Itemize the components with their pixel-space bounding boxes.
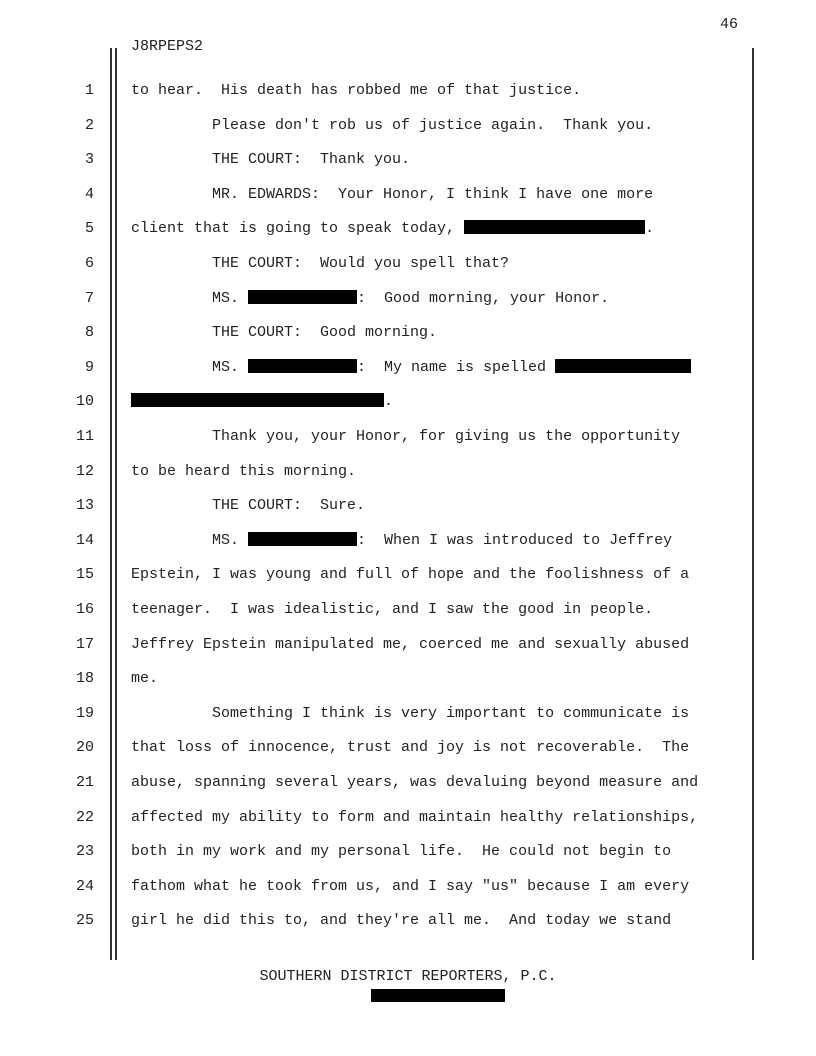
line-text-segment: fathom what he took from us, and I say "us" because I am every — [131, 877, 690, 895]
redaction-block — [248, 532, 357, 546]
line-text-segment: MS. — [131, 531, 249, 549]
line-number: 14 — [75, 531, 94, 549]
line-number: 21 — [75, 774, 94, 791]
transcript-line — [0, 774, 816, 796]
line-number: 15 — [75, 566, 94, 584]
redaction-block — [248, 290, 357, 304]
redaction-block — [131, 393, 384, 407]
line-number: 8 — [84, 324, 94, 342]
case-id: J8RPEPS2 — [131, 38, 204, 55]
line-number: 6 — [84, 255, 94, 272]
redaction-block — [464, 220, 645, 234]
line-text-segment: to be heard this morning. — [131, 462, 357, 480]
line-text-segment: : When I was introduced to Jeffrey — [357, 531, 673, 549]
line-text — [131, 220, 654, 237]
line-text-segment: . — [384, 393, 394, 411]
transcript-line — [0, 359, 816, 381]
redaction-block — [555, 359, 691, 373]
redaction-block — [371, 989, 505, 1002]
line-text — [131, 428, 680, 445]
line-number: 18 — [75, 670, 94, 688]
line-text — [131, 497, 365, 514]
transcript-line — [0, 912, 816, 934]
transcript-line — [0, 117, 816, 139]
line-text — [131, 255, 509, 272]
transcript-line — [0, 878, 816, 900]
line-number: 19 — [75, 704, 94, 722]
line-text — [131, 670, 158, 687]
line-text-segment: THE COURT: Sure. — [131, 497, 366, 515]
line-number: 10 — [75, 393, 94, 411]
transcript-line — [0, 220, 816, 242]
line-number: 24 — [75, 877, 94, 895]
line-text-segment: Thank you, your Honor, for giving us the opportunity — [131, 428, 681, 445]
line-text-segment: : Good morning, your Honor. — [357, 289, 610, 307]
line-text — [131, 739, 689, 756]
line-text — [131, 601, 653, 618]
transcript-line — [0, 255, 816, 277]
line-text — [131, 463, 356, 480]
transcript-line — [0, 739, 816, 761]
line-text-segment: affected my ability to form and maintain healthy relationships, — [131, 808, 699, 826]
line-text-segment: Epstein, I was young and full of hope and the foolishness of a — [131, 566, 690, 584]
line-text — [131, 393, 393, 410]
line-text — [131, 705, 689, 722]
line-text-segment: that loss of innocence, trust and joy is not recoverable. The — [131, 739, 690, 757]
line-number: 22 — [75, 808, 94, 826]
line-text — [131, 290, 609, 307]
redaction-block — [248, 359, 357, 373]
line-number: 25 — [75, 912, 94, 930]
transcript-line — [0, 843, 816, 865]
line-text — [131, 532, 672, 549]
transcript-line — [0, 324, 816, 346]
line-text-segment: Please don't rob us of justice again. Thank you. — [131, 116, 654, 134]
transcript-line — [0, 670, 816, 692]
transcript-line — [0, 566, 816, 588]
line-number: 16 — [75, 601, 94, 618]
line-number: 12 — [75, 462, 94, 480]
line-number: 5 — [84, 220, 94, 238]
line-text — [131, 324, 437, 341]
transcript-line — [0, 82, 816, 104]
line-text-segment: teenager. I was idealistic, and I saw the good in people. — [131, 601, 654, 618]
line-text-segment: Something I think is very important to communicate is — [131, 704, 690, 722]
line-text-segment: MR. EDWARDS: Your Honor, I think I have one more — [131, 185, 654, 203]
transcript-line — [0, 636, 816, 658]
line-text-segment: abuse, spanning several years, was devaluing beyond measure and — [131, 774, 699, 791]
line-number: 13 — [75, 497, 94, 515]
line-text — [131, 809, 698, 826]
line-number: 20 — [75, 739, 94, 757]
transcript-line — [0, 532, 816, 554]
line-text-segment: client that is going to speak today, — [131, 220, 465, 238]
line-text-segment: THE COURT: Good morning. — [131, 324, 438, 342]
line-number: 11 — [75, 428, 94, 445]
line-text — [131, 566, 689, 583]
line-text-segment: MS. — [131, 358, 249, 376]
line-number: 2 — [84, 116, 94, 134]
line-text — [131, 186, 653, 203]
line-number: 3 — [84, 151, 94, 169]
line-text — [131, 117, 653, 134]
line-text-segment: girl he did this to, and they're all me. And today we stand — [131, 912, 672, 930]
transcript-line — [0, 463, 816, 485]
line-text-segment: THE COURT: Thank you. — [131, 151, 411, 169]
transcript-line — [0, 186, 816, 208]
line-text-segment: Jeffrey Epstein manipulated me, coerced me and sexually abused — [131, 635, 690, 653]
transcript-line — [0, 497, 816, 519]
line-number: 9 — [84, 358, 94, 376]
transcript-line — [0, 809, 816, 831]
line-text-segment: THE COURT: Would you spell that? — [131, 255, 510, 272]
line-text-segment: . — [645, 220, 655, 238]
line-text — [131, 843, 671, 860]
transcript-line — [0, 393, 816, 415]
line-text — [131, 359, 691, 376]
line-number: 7 — [84, 289, 94, 307]
line-text-segment: both in my work and my personal life. He could not begin to — [131, 843, 672, 861]
line-number: 1 — [84, 82, 94, 99]
line-text-segment: me. — [131, 670, 159, 688]
line-text — [131, 912, 671, 929]
footer-reporter: SOUTHERN DISTRICT REPORTERS, P.C. — [259, 968, 557, 985]
line-number: 4 — [84, 185, 94, 203]
line-text — [131, 636, 689, 653]
line-text-segment: : My name is spelled — [357, 358, 556, 376]
transcript-line — [0, 290, 816, 312]
line-text — [131, 878, 689, 895]
page-number: 46 — [719, 16, 738, 33]
line-text — [131, 151, 410, 168]
line-text — [131, 82, 581, 99]
line-number: 17 — [75, 635, 94, 653]
line-text-segment: to hear. His death has robbed me of that justice. — [131, 82, 582, 99]
transcript-line — [0, 151, 816, 173]
line-text — [131, 774, 698, 791]
line-number: 23 — [75, 843, 94, 861]
transcript-line — [0, 428, 816, 450]
transcript-line — [0, 601, 816, 623]
transcript-line — [0, 705, 816, 727]
line-text-segment: MS. — [131, 289, 249, 307]
